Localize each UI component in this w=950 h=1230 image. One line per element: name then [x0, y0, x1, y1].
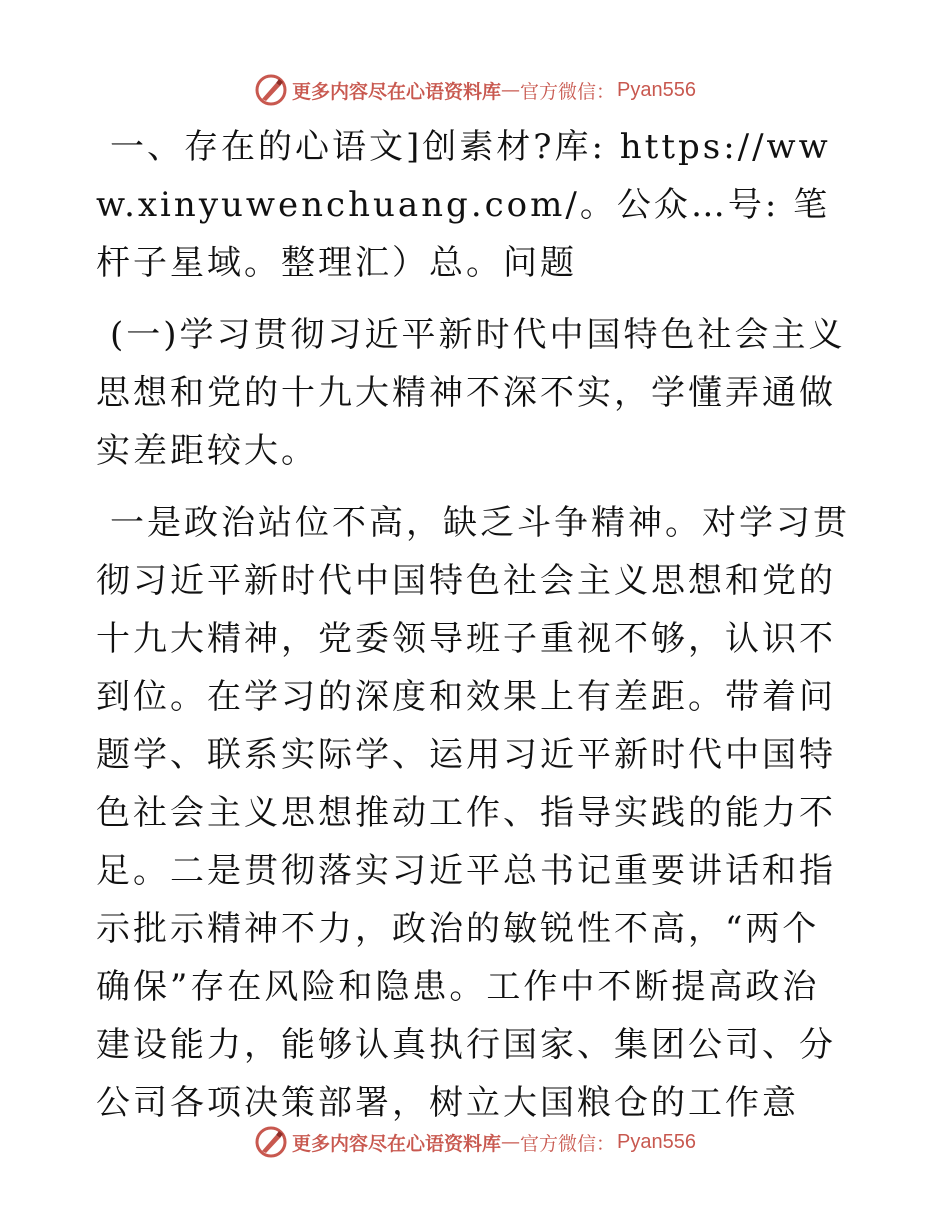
pen-logo-icon [254, 1125, 288, 1159]
subsection-title: (一)学习贯彻习近平新时代中国特色社会主义思想和党的十九大精神不深不实，学懂弄通做实差距较大。 [96, 315, 846, 471]
body-paragraph: 一是政治站位不高，缺乏斗争精神。对学习贯彻习近平新时代中国特色社会主义思想和党的十九大精神，党委领导班子重视不够，认识不到位。在学习的深度和效果上有差距。带着问题学、联系实际学、运用习近平新时代中国特色社会主义思想推动工作、指导实践的能力不足。二是贯彻落实习近平总书记重要讲话和指示批示精神不力，政治的敏锐性不高，“两个确保”存在风险和隐患。工作中不断提高政治建设能力，能够认真执行国家、集团公司、分公司各项决策部署，树立大国粮仓的工作意 [96, 503, 850, 1123]
banner-main-text: 更多内容尽在心语资料库 [292, 1132, 502, 1155]
pen-logo-icon [254, 73, 288, 107]
document-body [96, 118, 856, 1132]
banner-separator: — [501, 79, 521, 101]
banner-separator: — [501, 1131, 521, 1153]
footer-banner [0, 1122, 950, 1162]
banner-main-text: 更多内容尽在心语资料库 [292, 80, 502, 103]
section-title: 一、存在的心语文]创素材?库: https://www.xinyuwenchuang.com/。公众…号: 笔杆子星域。整理汇）总。问题 [96, 127, 831, 283]
banner-wechat-label: 官方微信： [520, 1132, 616, 1155]
banner-wechat-id: Pyan556 [617, 1130, 696, 1153]
banner-wechat-label: 官方微信： [520, 80, 616, 103]
banner-wechat-id: Pyan556 [617, 78, 696, 101]
header-banner [0, 70, 950, 110]
